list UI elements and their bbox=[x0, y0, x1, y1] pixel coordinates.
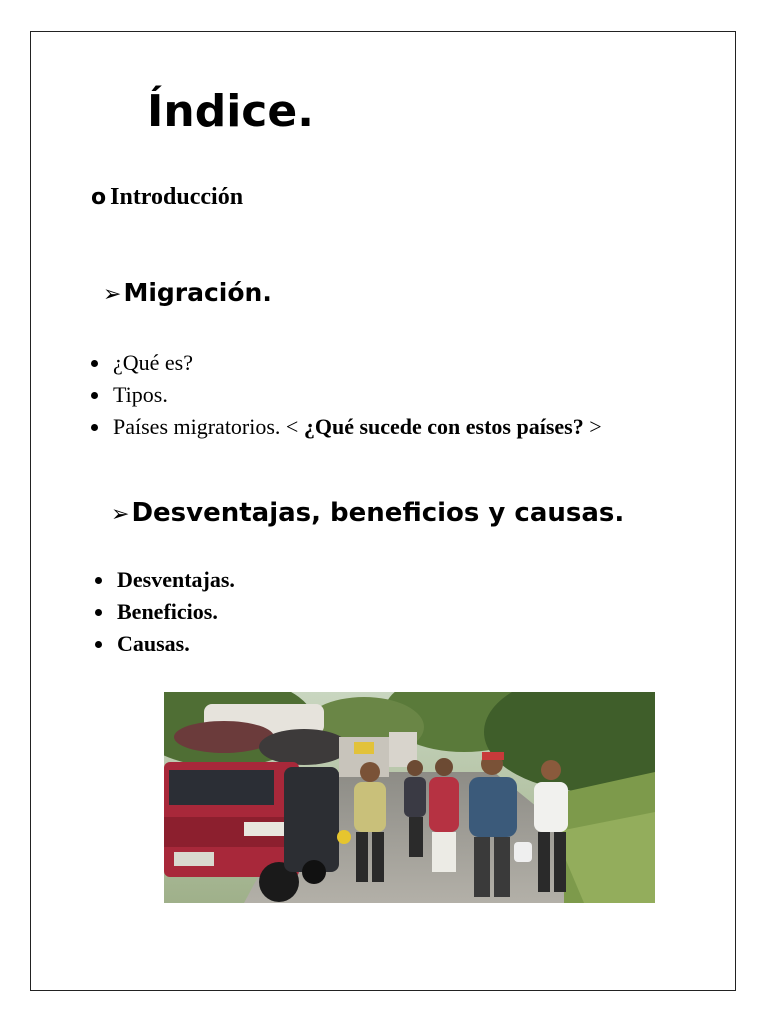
arrow-bullet-icon: ➢ bbox=[111, 502, 130, 527]
list-item bbox=[93, 564, 235, 596]
intro-item bbox=[91, 184, 243, 211]
list-item bbox=[89, 379, 602, 411]
list-item bbox=[93, 596, 235, 628]
page-title: Índice. bbox=[147, 86, 314, 137]
list-item bbox=[89, 411, 602, 443]
list-item-tail: > bbox=[583, 414, 602, 439]
section-heading-desventajas bbox=[111, 500, 624, 526]
list-item-text: Tipos. bbox=[113, 382, 168, 407]
document-page bbox=[30, 31, 736, 991]
migrant-caravan-photo bbox=[164, 692, 655, 903]
section-heading-migracion bbox=[103, 280, 272, 306]
arrow-bullet-icon: ➢ bbox=[103, 282, 122, 307]
circle-bullet-icon: o bbox=[91, 185, 107, 210]
list-item bbox=[89, 347, 602, 379]
section-heading-text: Migración. bbox=[123, 278, 272, 307]
intro-label: Introducción bbox=[110, 184, 244, 210]
list-item-text: Causas. bbox=[117, 631, 190, 656]
desventajas-list bbox=[93, 564, 235, 660]
list-item-text: Desventajas. bbox=[117, 567, 235, 592]
migracion-list bbox=[89, 347, 602, 443]
section-heading-text: Desventajas, beneficios y causas. bbox=[131, 498, 625, 528]
list-item bbox=[93, 628, 235, 660]
list-item-text: Beneficios. bbox=[117, 599, 218, 624]
list-item-bold-text: ¿Qué sucede con estos países? bbox=[303, 414, 584, 439]
list-item-text: ¿Qué es? bbox=[113, 350, 194, 375]
list-item-text: Países migratorios. < bbox=[113, 414, 304, 439]
